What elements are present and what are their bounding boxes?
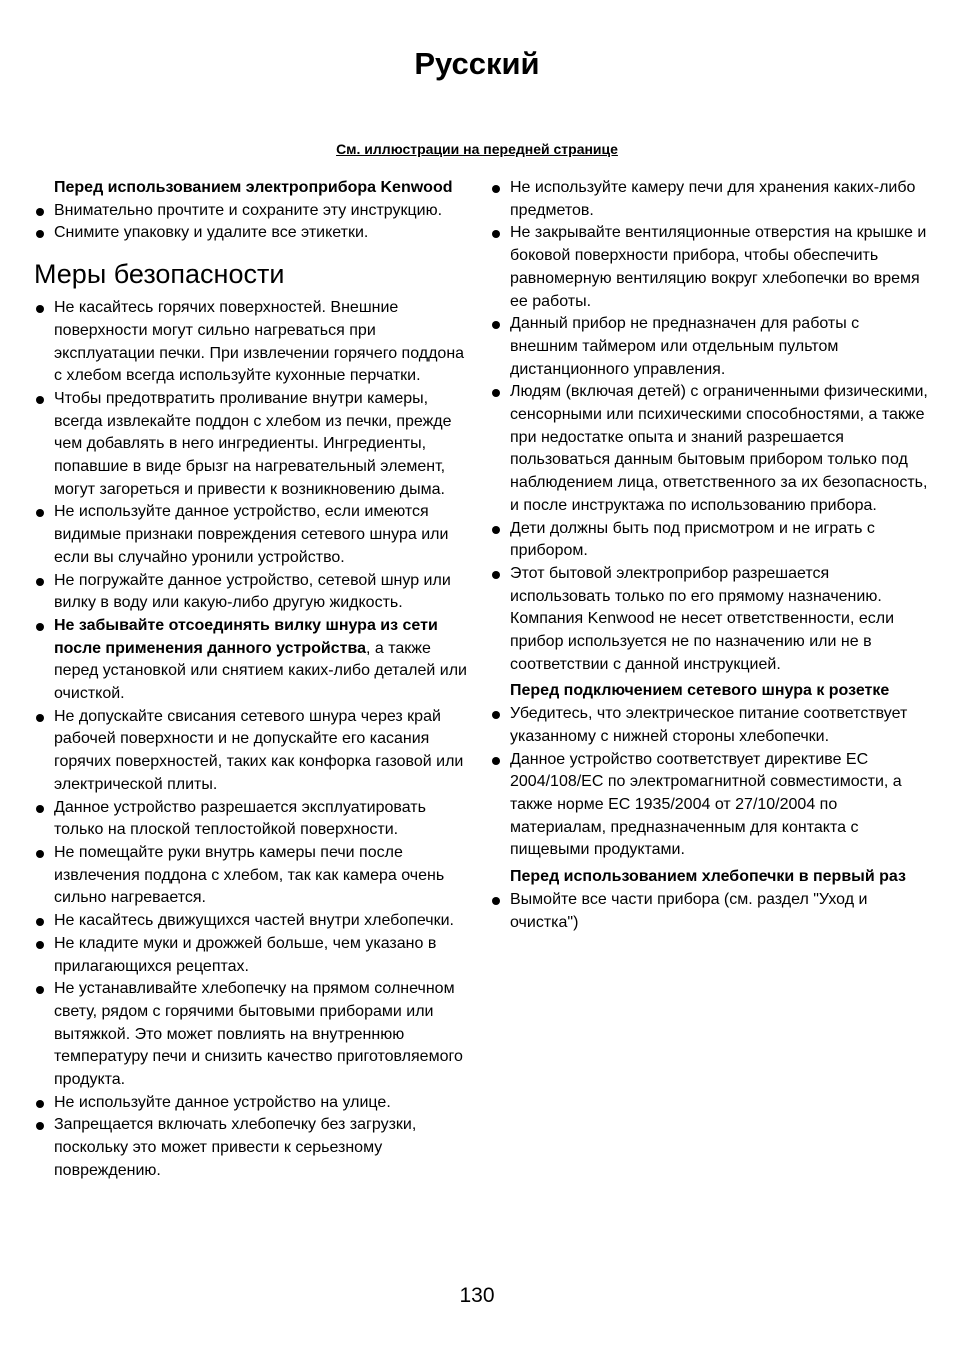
unplug-warning-bold: Не забывайте отсоединять вилку шнура из сети после применения данного устройства	[54, 616, 438, 657]
before-use-list	[34, 200, 470, 245]
list-item: Снимите упаковку и удалите все этикетки.	[34, 222, 470, 245]
list-item: Не погружайте данное устройство, сетевой шнур или вилку в воду или какую-либо другую жидкость.	[34, 570, 470, 615]
mains-list	[490, 703, 930, 862]
unplug-warning-rest: , а также перед установкой или снятием каких-либо деталей или очисткой.	[54, 639, 467, 703]
safety-list	[34, 297, 470, 1182]
page-number: 130	[459, 1284, 495, 1307]
left-column	[34, 177, 470, 1183]
list-item: Внимательно прочтите и сохраните эту инструкцию.	[34, 200, 470, 223]
list-item: Данный прибор не предназначен для работы с внешним таймером или отдельным пультом дистанционного управления.	[490, 313, 930, 381]
list-item: Не помещайте руки внутрь камеры печи после извлечения поддона с хлебом, так как камера очень сильно нагревается.	[34, 842, 470, 910]
list-item: Не используйте данное устройство на улице.	[34, 1092, 470, 1115]
list-item: Этот бытовой электроприбор разрешается использовать только по его прямому назначению. Компания Kenwood не несет ответственности, если прибор используется не по назначению или не в соответствии с данной инструкцией.	[490, 563, 930, 677]
list-item-unplug	[34, 615, 470, 706]
list-item: Запрещается включать хлебопечку без загрузки, поскольку это может привести к серьезному повреждению.	[34, 1114, 470, 1182]
page-title: Русский	[414, 46, 540, 81]
before-use-heading: Перед использованием электроприбора Kenwood	[54, 179, 453, 196]
list-item: Не закрывайте вентиляционные отверстия на крышке и боковой поверхности прибора, чтобы обеспечить равномерную вентиляцию вокруг хлебопечки во время ее работы.	[490, 222, 930, 313]
list-item: Не кладите муки и дрожжей больше, чем указано в прилагающихся рецептах.	[34, 933, 470, 978]
safety-list-continued	[490, 177, 930, 676]
list-item: Не используйте камеру печи для хранения каких-либо предметов.	[490, 177, 930, 222]
list-item: Убедитесь, что электрическое питание соответствует указанному с нижней стороны хлебопечки.	[490, 703, 930, 748]
illustrations-note: См. иллюстрации на передней странице	[336, 141, 618, 157]
first-use-list	[490, 889, 930, 934]
first-use-heading: Перед использованием хлебопечки в первый раз	[510, 868, 906, 886]
list-item: Данное устройство соответствует директиве ЕС 2004/108/EC по электромагнитной совместимости, а также норме ЕС 1935/2004 от 27/10/2004 по материалам, предназначенным для контакта с пищевыми продуктами.	[490, 749, 930, 863]
list-item: Не касайтесь горячих поверхностей. Внешние поверхности могут сильно нагреваться при эксплуатации печки. При извлечении горячего поддона с хлебом всегда используйте кухонные перчатки.	[34, 297, 470, 388]
mains-heading: Перед подключением сетевого шнура к розетке	[510, 682, 890, 700]
list-item: Чтобы предотвратить проливание внутри камеры, всегда извлекайте поддон с хлебом из печки, прежде чем добавлять в него ингредиенты. Ингредиенты, попавшие в виде брызг на нагревательный элемент, могут загореться и привести к возникновению дыма.	[34, 388, 470, 502]
list-item: Не устанавливайте хлебопечку на прямом солнечном свету, рядом с горячими бытовыми приборами или вытяжкой. Это может повлиять на внутреннюю температуру печи и снизить качество приготовляемого продукта.	[34, 978, 470, 1092]
right-column	[490, 177, 930, 934]
list-item: Не используйте данное устройство, если имеются видимые признаки повреждения сетевого шнура или если вы случайно уронили устройство.	[34, 501, 470, 569]
list-item: Людям (включая детей) с ограниченными физическими, сенсорными или психическими способностями, а также при недостатке опыта и знаний разрешается пользоваться данным бытовым прибором только под наблюдением лица, ответственного за их безопасность, и после инструктажа по использованию прибора.	[490, 381, 930, 517]
list-item: Данное устройство разрешается эксплуатировать только на плоской теплостойкой поверхности.	[34, 797, 470, 842]
safety-section-title: Меры безопасности	[34, 259, 285, 290]
list-item: Вымойте все части прибора (см. раздел "Уход и очистка")	[490, 889, 930, 934]
list-item: Не допускайте свисания сетевого шнура через край рабочей поверхности и не допускайте его касания горячих поверхностей, таких как конфорка газовой или электрической плиты.	[34, 706, 470, 797]
list-item: Не касайтесь движущихся частей внутри хлебопечки.	[34, 910, 470, 933]
list-item: Дети должны быть под присмотром и не играть с прибором.	[490, 518, 930, 563]
